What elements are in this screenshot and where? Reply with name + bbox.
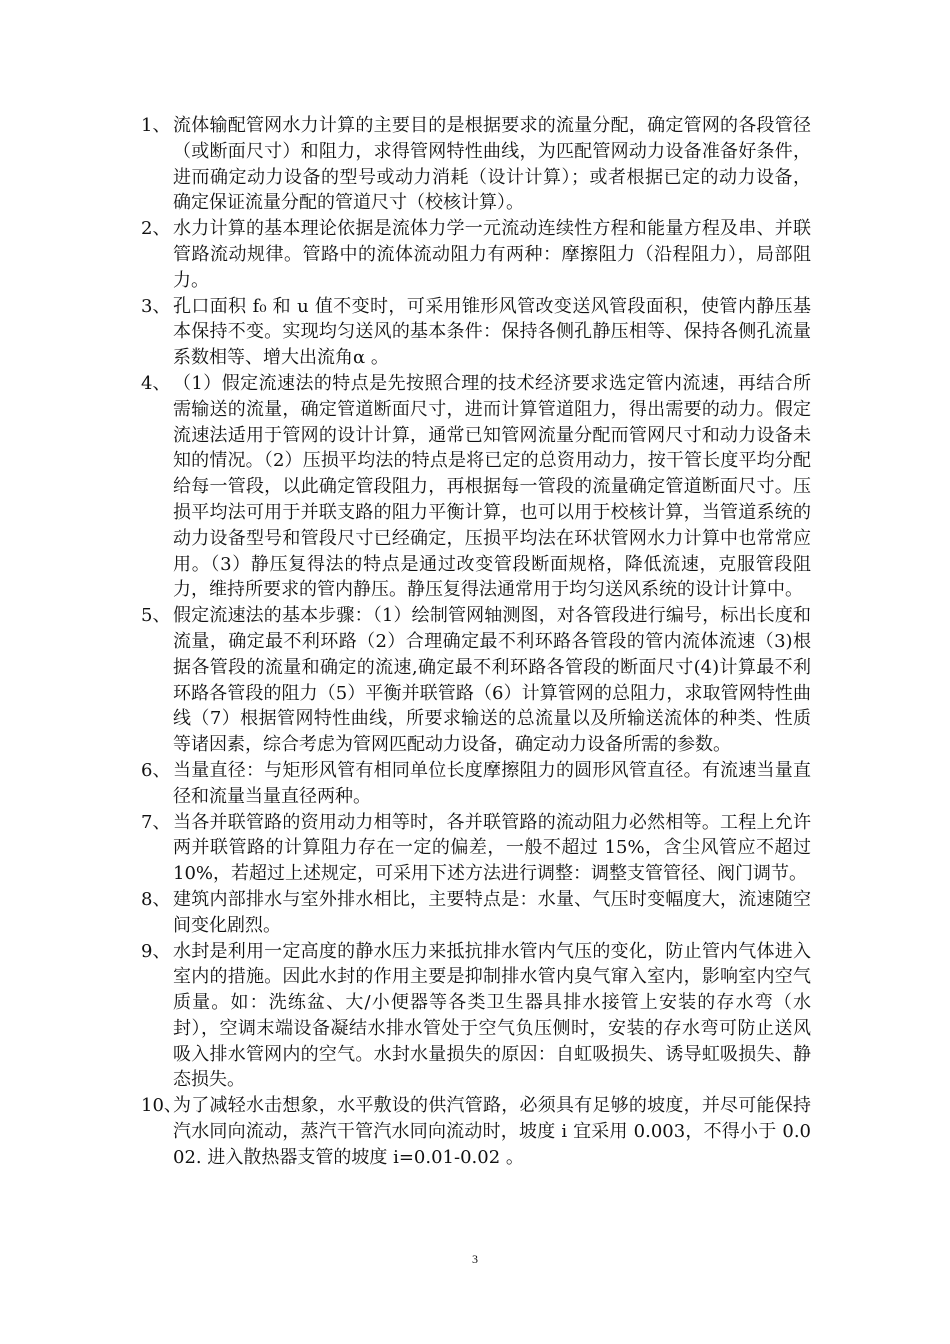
list-item [141, 603, 811, 758]
list-item [141, 294, 811, 371]
item-text: 为了减轻水击想象，水平敷设的供汽管路，必须具有足够的坡度，并尽可能保持汽水同向流动，蒸汽干管汽水同向流动时，坡度 i 宜采用 0.003，不得小于 0.002. 进入散热器支管的坡度 i=0.01-0.02 。 [173, 1095, 811, 1168]
item-number: 7、 [141, 811, 171, 833]
item-text: （1）假定流速法的特点是先按照合理的技术经济要求选定管内流速，再结合所需输送的流量，确定管道断面尺寸，进而计算管道阻力，得出需要的动力。假定流速法适用于管网的设计计算，通常已知管网流量分配而管网尺寸和动力设备未知的情况。（2）压损平均法的特点是将已定的总资用动力，按干管长度平均分配给每一管段，以此确定管段阻力，再根据每一管段的流量确定管道断面尺寸。压损平均法可用于并联支路的阻力平衡计算，也可以用于校核计算，当管道系统的动力设备型号和管段尺寸已经确定，压损平均法在环状管网水力计算中也常常应用。（3）静压复得法的特点是通过改变管段断面规格，降低流速，克服管段阻力，维持所要求的管内静压。静压复得法通常用于均匀送风系统的设计计算中。 [173, 372, 811, 601]
item-number: 4、 [141, 372, 171, 394]
item-text: 孔口面积 f₀ 和 u 值不变时，可采用锥形风管改变送风管段面积，使管内静压基本保持不变。实现均匀送风的基本条件：保持各侧孔静压相等、保持各侧孔流量系数相等、增大出流角α 。 [173, 295, 811, 369]
list-item [141, 216, 811, 293]
item-number: 9、 [141, 940, 171, 962]
page-number: 3 [472, 1252, 478, 1266]
list-item [141, 810, 811, 887]
item-number: 3、 [141, 295, 171, 317]
list-item [141, 758, 811, 810]
item-text: 水力计算的基本理论依据是流体力学一元流动连续性方程和能量方程及串、并联管路流动规律。管路中的流体流动阻力有两种：摩擦阻力（沿程阻力），局部阻力。 [173, 218, 811, 291]
item-number: 6、 [141, 759, 171, 781]
list-item [141, 1093, 811, 1170]
item-number: 1、 [141, 115, 171, 136]
item-number: 5、 [141, 605, 171, 627]
list-item [141, 887, 811, 939]
answer-list [141, 113, 811, 1171]
item-text: 当量直径：与矩形风管有相同单位长度摩擦阻力的圆形风管直径。有流速当量直径和流量当量直径两种。 [173, 759, 811, 807]
item-number: 8、 [141, 888, 171, 910]
item-number: 10、 [141, 1095, 182, 1117]
item-text: 假定流速法的基本步骤：（1）绘制管网轴测图，对各管段进行编号，标出长度和流量，确定最不利环路（2）合理确定最不利环路各管段的管内流体流速（3)根据各管段的流量和确定的流速,确定最不利环路各管段的断面尺寸(4)计算最不利环路各管段的阻力（5）平衡并联管路（6）计算管网的总阻力，求取管网特性曲线（7）根据管网特性曲线，所要求输送的总流量以及所输送流体的种类、性质等诸因素，综合考虑为管网匹配动力设备，确定动力设备所需的参数。 [173, 605, 811, 756]
item-number: 2、 [141, 218, 171, 240]
list-item [141, 371, 811, 603]
item-text: 流体输配管网水力计算的主要目的是根据要求的流量分配，确定管网的各段管径（或断面尺寸）和阻力，求得管网特性曲线，为匹配管网动力设备准备好条件，进而确定动力设备的型号或动力消耗（设计计算）；或者根据已定的动力设备，确定保证流量分配的管道尺寸（校核计算）。 [173, 115, 811, 214]
list-item [141, 113, 811, 216]
item-text: 当各并联管路的资用动力相等时，各并联管路的流动阻力必然相等。工程上允许两并联管路的计算阻力存在一定的偏差，一般不超过 15%，含尘风管应不超过 10%，若超过上述规定，可采用下述方法进行调整：调整支管管径、阀门调节。 [173, 811, 811, 885]
list-item [141, 939, 811, 1094]
item-text: 水封是利用一定高度的静水压力来抵抗排水管内气压的变化，防止管内气体进入室内的措施。因此水封的作用主要是抑制排水管内臭气窜入室内，影响室内空气质量。如：洗练盆、大/小便器等各类卫生器具排水接管上安装的存水弯（水封），空调末端设备凝结水排水管处于空气负压侧时，安装的存水弯可防止送风吸入排水管网内的空气。水封水量损失的原因：自虹吸损失、诱导虹吸损失、静态损失。 [173, 940, 811, 1091]
item-text: 建筑内部排水与室外排水相比，主要特点是：水量、气压时变幅度大，流速随空间变化剧烈。 [173, 888, 811, 936]
